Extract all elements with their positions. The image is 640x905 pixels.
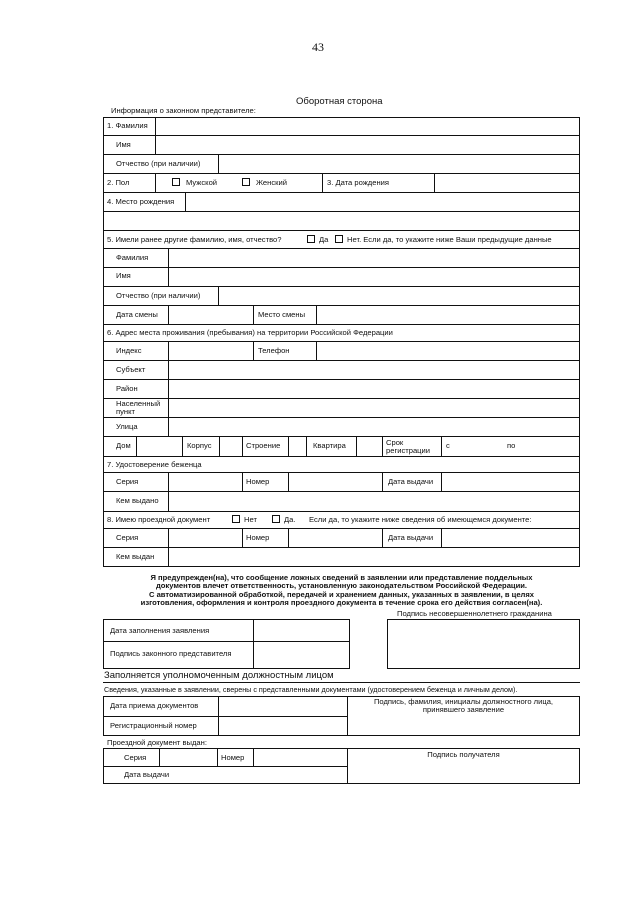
phone-label: Телефон: [258, 346, 290, 355]
male-checkbox[interactable]: [172, 178, 180, 186]
patronymic-field[interactable]: [219, 155, 579, 173]
house-label: Дом: [116, 441, 131, 450]
building-label: Строение: [246, 441, 281, 450]
prev-surname-field[interactable]: [169, 249, 579, 267]
issue-number-field[interactable]: [254, 749, 347, 766]
address-header: 6. Адрес места проживания (пребывания) на территории Российской Федерации: [107, 328, 393, 337]
travel-doc-yes-label: Да.: [284, 515, 296, 524]
warning-line-1: Я предупрежден(на), что сообщение ложных сведений в заявлении или представление поддельных: [150, 573, 533, 582]
prev-patronymic-field[interactable]: [219, 287, 579, 305]
change-date-label: Дата смены: [116, 310, 158, 319]
issue-number-label: Номер: [221, 753, 245, 762]
travel-doc-label: 8. Имею проездной документ: [107, 515, 211, 524]
travel-series-field[interactable]: [169, 529, 242, 547]
other-names-label: 5. Имели ранее другие фамилию, имя, отчество?: [107, 235, 282, 244]
refugee-series-label: Серия: [116, 477, 139, 486]
travel-doc-yes-checkbox[interactable]: [272, 515, 280, 523]
surname-field[interactable]: [156, 118, 579, 135]
name-field[interactable]: [156, 136, 579, 154]
sex-label: 2. Пол: [107, 178, 130, 187]
page-number: 43: [312, 40, 324, 54]
accept-date-field[interactable]: [219, 697, 347, 716]
issue-series-field[interactable]: [160, 749, 217, 766]
birthplace-field-cont[interactable]: [104, 212, 579, 230]
other-names-no-checkbox[interactable]: [335, 235, 343, 243]
dob-field[interactable]: [435, 174, 579, 192]
street-label: Улица: [116, 422, 138, 431]
subject-label: Субъект: [116, 365, 146, 374]
reg-number-label: Регистрационный номер: [110, 721, 197, 730]
reg-term-label-line1: Срок: [386, 438, 404, 447]
prev-patronymic-label: Отчество (при наличии): [116, 291, 201, 300]
rep-signature-label: Подпись законного представителя: [110, 649, 232, 658]
refugee-number-label: Номер: [246, 477, 270, 486]
change-place-label: Место смены: [258, 310, 306, 319]
refugee-number-field[interactable]: [289, 473, 382, 491]
official-signature-label-line2: принявшего заявление: [422, 705, 505, 714]
refugee-issue-date-label: Дата выдачи: [388, 477, 434, 486]
refugee-issue-date-field[interactable]: [442, 473, 579, 491]
travel-doc-hint: Если да, то укажите ниже сведения об имеющемся документе:: [309, 515, 532, 524]
street-field[interactable]: [169, 418, 579, 436]
issued-header: Проездной документ выдан:: [107, 738, 207, 747]
refugee-issued-by-field[interactable]: [169, 492, 579, 511]
change-date-field[interactable]: [169, 306, 253, 324]
official-section-header: Заполняется уполномоченным должностным лицом: [104, 670, 334, 681]
female-label: Женский: [256, 178, 287, 187]
rep-signature-field[interactable]: [254, 642, 349, 668]
issue-series-label: Серия: [124, 753, 147, 762]
phone-field[interactable]: [317, 342, 579, 360]
prev-name-field[interactable]: [169, 268, 579, 286]
refugee-series-field[interactable]: [169, 473, 242, 491]
travel-issued-by-label: Кем выдан: [116, 552, 155, 561]
reg-number-field[interactable]: [219, 717, 347, 735]
birthplace-label: 4. Место рождения: [107, 197, 175, 206]
district-field[interactable]: [169, 380, 579, 398]
accept-date-label: Дата приема документов: [110, 701, 199, 710]
travel-issued-by-field[interactable]: [169, 548, 579, 566]
korpus-label: Корпус: [187, 441, 212, 450]
reg-from-label: с: [446, 441, 450, 450]
prev-surname-label: Фамилия: [116, 253, 149, 262]
locality-label-line2: пункт: [116, 407, 135, 416]
refugee-cert-label: 7. Удостоверение беженца: [107, 460, 202, 469]
travel-doc-no-checkbox[interactable]: [232, 515, 240, 523]
surname-label: 1. Фамилия: [107, 121, 148, 130]
female-checkbox[interactable]: [242, 178, 250, 186]
other-names-yes-label: Да: [319, 235, 329, 244]
subject-field[interactable]: [169, 361, 579, 379]
index-label: Индекс: [116, 346, 142, 355]
issue-date-field[interactable]: [218, 767, 347, 783]
recipient-signature-field[interactable]: [348, 760, 579, 783]
refugee-issued-by-label: Кем выдано: [116, 496, 159, 505]
locality-label-line1: Населенный: [116, 399, 161, 408]
verified-note: Сведения, указанные в заявлении, сверены с представленными документами (удостоверением беженца и личным делом).: [104, 685, 518, 694]
other-names-no-label: Нет. Если да, то укажите ниже Ваши предыдущие данные: [347, 235, 552, 244]
dob-label: 3. Дата рождения: [327, 178, 390, 187]
page-subtitle: Оборотная сторона: [296, 96, 383, 107]
issue-date-label: Дата выдачи: [124, 770, 170, 779]
birthplace-field[interactable]: [186, 193, 579, 211]
warning-line-4: изготовления, оформления и контроля проездного документа в течение срока его действия согласен(на).: [140, 598, 543, 607]
other-names-yes-checkbox[interactable]: [307, 235, 315, 243]
locality-field[interactable]: [169, 399, 579, 417]
minor-signature-label: Подпись несовершеннолетнего гражданина: [397, 609, 552, 618]
prev-name-label: Имя: [116, 271, 131, 280]
travel-number-label: Номер: [246, 533, 270, 542]
fill-date-label: Дата заполнения заявления: [110, 626, 210, 635]
travel-issue-date-label: Дата выдачи: [388, 533, 434, 542]
district-label: Район: [116, 384, 138, 393]
minor-signature-box[interactable]: [387, 619, 580, 669]
name-label: Имя: [116, 140, 131, 149]
official-signature-label-line1: Подпись, фамилия, инициалы должностного лица,: [373, 697, 554, 706]
male-label: Мужской: [186, 178, 218, 187]
recipient-signature-label: Подпись получателя: [427, 750, 500, 759]
section-title: Информация о законном представителе:: [111, 106, 256, 115]
travel-doc-no-label: Нет: [244, 515, 257, 524]
reg-to-label: по: [507, 441, 516, 450]
change-place-field[interactable]: [317, 306, 579, 324]
apartment-label: Квартира: [313, 441, 346, 450]
travel-number-field[interactable]: [289, 529, 382, 547]
patronymic-label: Отчество (при наличии): [116, 159, 201, 168]
travel-issue-date-field[interactable]: [442, 529, 579, 547]
reg-term-label-line2: регистрации: [386, 446, 431, 455]
index-field[interactable]: [169, 342, 253, 360]
fill-date-field[interactable]: [254, 620, 349, 641]
official-signature-field[interactable]: [348, 716, 579, 735]
warning-line-3: С автоматизированной обработкой, передачей и хранением данных, указанных в заявлении, в целях: [148, 590, 535, 599]
travel-series-label: Серия: [116, 533, 139, 542]
warning-line-2: документов влечет ответственность, установленную законодательством Российской Федерации.: [155, 581, 528, 590]
